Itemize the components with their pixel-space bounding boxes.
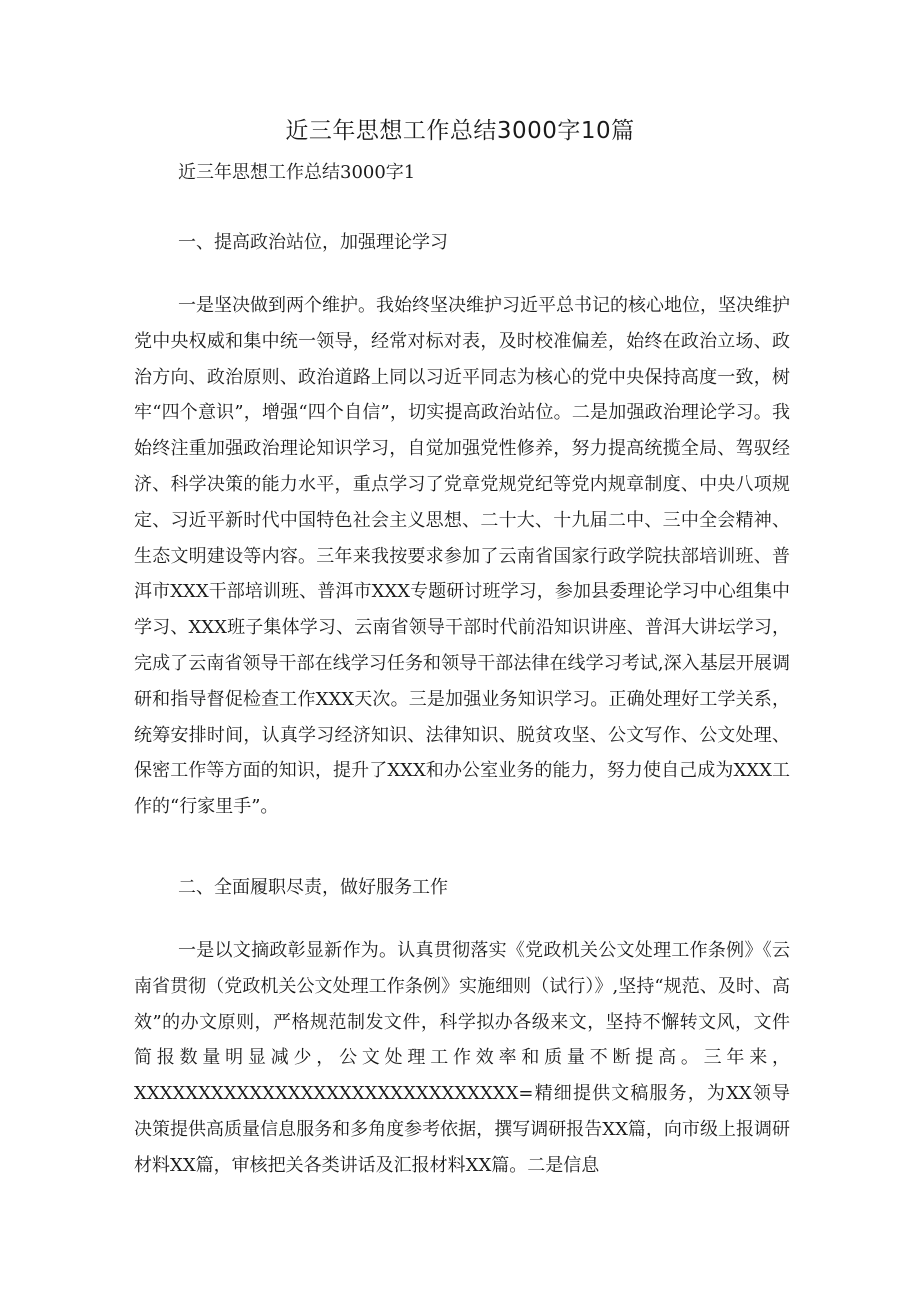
section-paragraph-2: 一是以文摘政彰显新作为。认真贯彻落实《党政机关公文处理工作条例》《云南省贯彻（党政机关公文处理工作条例》实施细则（试行）》,坚持“规范、及时、高效”的办文原则，严格规范制发文件，科学拟办各级来文，坚持不懈转文风，文件简报数量明显减少，公文处理工作效率和质量不断提高。三年来，XXXXXXXXXXXXXXXXXXXXXXXXXXXXXX=精细提供文稿服务，为XX领导决策提供高质量信息服务和多角度参考依据，撰写调研报告XX篇，向市级上报调研材料XX篇，审核把关各类讲话及汇报材料XX篇。二是信息 [134,940,790,1176]
section-heading-2: 二、全面履职尽责，做好服务工作 [178,877,448,898]
section-heading-1: 一、提高政治站位，加强理论学习 [178,232,448,253]
document-title: 近三年思想工作总结3000字10篇 [285,118,635,144]
document-subtitle: 近三年思想工作总结3000字1 [178,162,416,183]
section-paragraph-1: 一是坚决做到两个维护。我始终坚决维护习近平总书记的核心地位，坚决维护党中央权威和集中统一领导，经常对标对表，及时校准偏差，始终在政治立场、政治方向、政治原则、政治道路上同以习近平同志为核心的党中央保持高度一致，树牢“四个意识”，增强“四个自信”，切实提高政治站位。二是加强政治理论学习。我始终注重加强政治理论知识学习，自觉加强党性修养，努力提高统揽全局、驾驭经济、科学决策的能力水平，重点学习了党章党规党纪等党内规章制度、中央八项规定、习近平新时代中国特色社会主义思想、二十大、十九届二中、三中全会精神、生态文明建设等内容。三年来我按要求参加了云南省国家行政学院扶部培训班、普洱市XXX干部培训班、普洱市XXX专题研讨班学习，参加县委理论学习中心组集中学习、XXX班子集体学习、云南省领导干部时代前沿知识讲座、普洱大讲坛学习，完成了云南省领导干部在线学习任务和领导干部法律在线学习考试,深入基层开展调研和指导督促检查工作XXX天次。三是加强业务知识学习。正确处理好工学关系，统筹安排时间，认真学习经济知识、法律知识、脱贫攻坚、公文写作、公文处理、保密工作等方面的知识，提升了XXX和办公室业务的能力，努力使自己成为XXX工作的“行家里手”。 [134,295,790,818]
